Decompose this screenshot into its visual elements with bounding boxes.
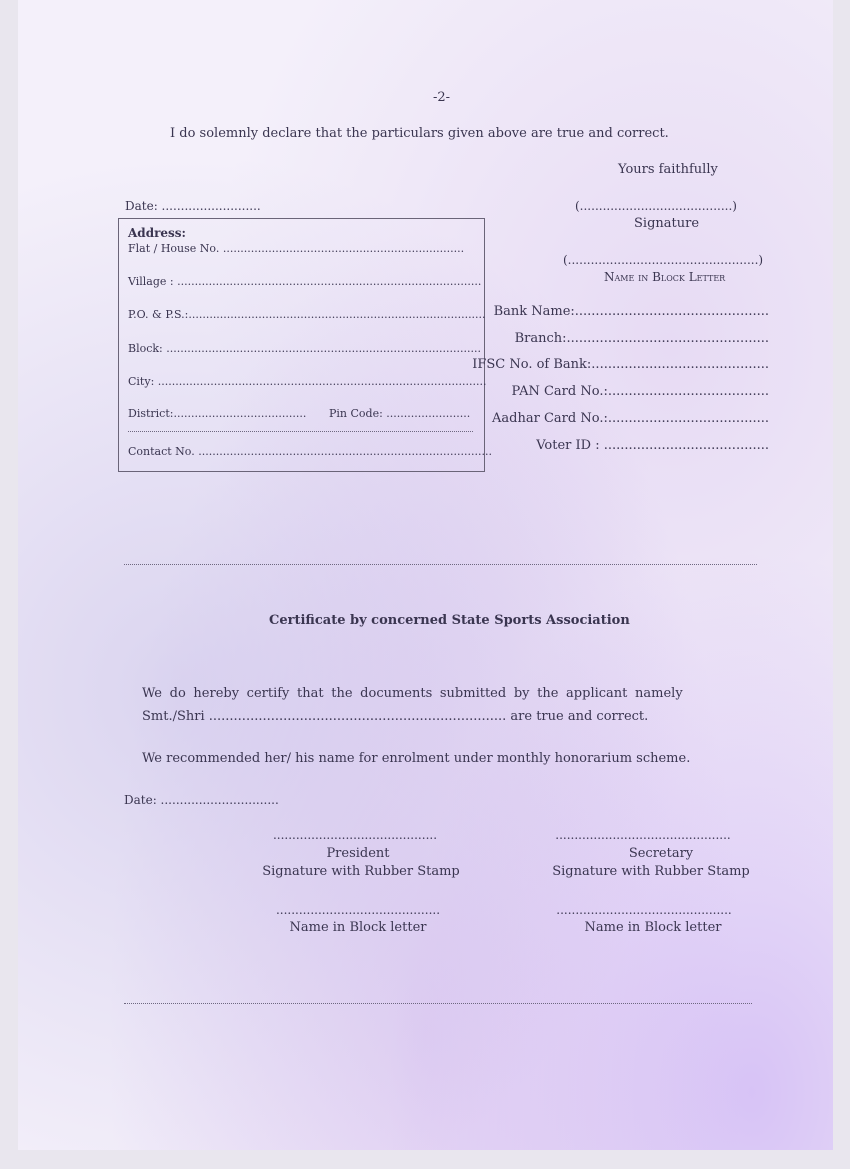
address-heading: Address:	[128, 226, 186, 240]
yours-faithfully: Yours faithfully	[618, 162, 718, 177]
president-name-block-label: Name in Block letter	[289, 920, 427, 935]
president-dots: ...........................................	[272, 828, 438, 842]
declaration-text: I do solemnly declare that the particulars given above are true and correct.	[170, 126, 669, 141]
certificate-title: Certificate by concerned State Sports Association	[269, 613, 630, 628]
date-field: Date: ..........................	[125, 199, 261, 213]
bank-name-field: Bank Name:...............................................	[493, 304, 769, 319]
address-separator	[128, 431, 473, 432]
certificate-para1-line1: We do hereby certify that the documents submitted by the applicant namely	[142, 686, 683, 701]
signature-line: (........................................)	[575, 199, 737, 213]
city-field: City: ..............................................................................................	[128, 375, 487, 388]
secretary-signature-label: Signature with Rubber Stamp	[552, 864, 750, 879]
signature-label: Signature	[634, 216, 700, 231]
village-field: Village : .......................................................................................	[128, 275, 482, 288]
name-block-label: Name in Block Letter	[604, 270, 726, 284]
bottom-divider	[124, 1003, 752, 1004]
secretary-name-block-label: Name in Block letter	[584, 920, 722, 935]
page-number: -2-	[433, 90, 451, 105]
aadhar-field: Aadhar Card No.:.......................................	[492, 411, 769, 426]
block-field: Block: ..........................................................................................	[128, 342, 481, 355]
pan-field: PAN Card No.:.......................................	[511, 384, 769, 399]
branch-field: Branch:.................................................	[514, 331, 769, 346]
secretary-label: Secretary	[628, 846, 694, 861]
ifsc-field: IFSC No. of Bank:...........................................	[472, 357, 769, 372]
pin-code-field: Pin Code: ........................	[329, 407, 471, 420]
secretary-name-dots: ..............................................	[556, 903, 732, 917]
president-name-dots: ...........................................	[275, 903, 441, 917]
certificate-para1-line2: Smt./Shri ........................................................................ are true and correct.	[142, 709, 649, 724]
contact-field: Contact No. ....................................................................................	[128, 445, 492, 458]
name-line: (..................................................)	[563, 253, 764, 267]
district-field: District:......................................	[128, 407, 307, 420]
voter-id-field: Voter ID : ........................................	[536, 438, 769, 453]
po-ps-field: P.O. & P.S.:.....................................................................................	[128, 308, 486, 321]
flat-field: Flat / House No. .....................................................................	[128, 242, 465, 255]
certificate-date: Date: ...............................	[124, 793, 279, 807]
certificate-para2: We recommended her/ his name for enrolment under monthly honorarium scheme.	[142, 751, 691, 766]
president-signature-label: Signature with Rubber Stamp	[262, 864, 460, 879]
president-label: President	[326, 846, 390, 861]
secretary-dots: ..............................................	[555, 828, 731, 842]
section-divider	[124, 564, 757, 565]
